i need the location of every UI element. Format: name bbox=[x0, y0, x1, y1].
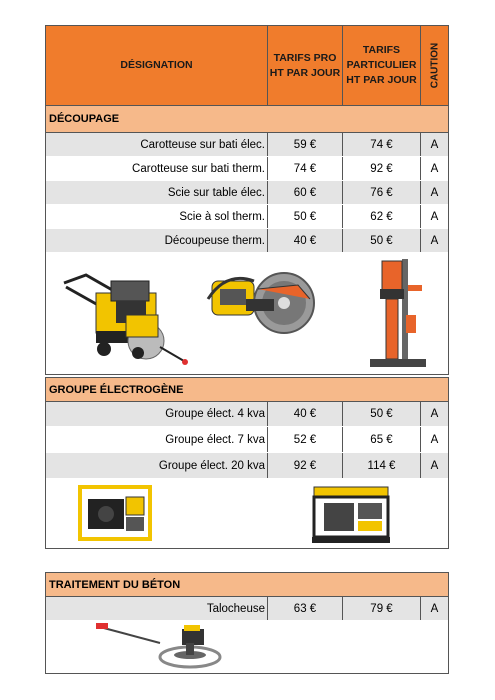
table-row bbox=[46, 453, 448, 479]
row-price-particulier: 114 € bbox=[343, 453, 421, 478]
product-images bbox=[46, 479, 448, 548]
row-designation: Groupe élect. 7 kva bbox=[46, 427, 268, 452]
row-price-particulier: 65 € bbox=[343, 427, 421, 452]
row-price-particulier: 79 € bbox=[343, 597, 421, 620]
row-price-pro: 50 € bbox=[268, 205, 343, 228]
row-caution: A bbox=[430, 602, 439, 615]
table-header bbox=[46, 26, 448, 106]
core-drill-image bbox=[362, 255, 434, 370]
row-price-pro: 59 € bbox=[268, 133, 343, 156]
row-price-pro: 40 € bbox=[268, 229, 343, 252]
header-designation: DÉSIGNATION bbox=[46, 26, 268, 105]
table-row bbox=[46, 229, 448, 253]
row-price-pro: 60 € bbox=[268, 181, 343, 204]
section-title: TRAITEMENT DU BÉTON bbox=[46, 573, 448, 597]
section-title: GROUPE ÉLECTROGÈNE bbox=[46, 378, 448, 402]
product-images bbox=[46, 621, 448, 673]
row-price-particulier: 50 € bbox=[343, 229, 421, 252]
row-caution: A bbox=[430, 186, 439, 199]
row-caution: A bbox=[430, 459, 439, 472]
row-price-pro: 74 € bbox=[268, 157, 343, 180]
row-price-particulier: 76 € bbox=[343, 181, 421, 204]
row-price-particulier: 74 € bbox=[343, 133, 421, 156]
table-traitement-beton bbox=[45, 572, 449, 674]
row-price-pro: 52 € bbox=[268, 427, 343, 452]
row-designation: Carotteuse sur bati élec. bbox=[46, 133, 268, 156]
table-decoupage bbox=[45, 25, 449, 375]
table-row bbox=[46, 427, 448, 453]
row-price-pro: 63 € bbox=[268, 597, 343, 620]
header-caution-label: CAUTION bbox=[429, 42, 440, 89]
table-row bbox=[46, 157, 448, 181]
table-row bbox=[46, 597, 448, 621]
row-designation: Groupe élect. 4 kva bbox=[46, 402, 268, 426]
row-designation: Talocheuse bbox=[46, 597, 268, 620]
generator-large-image bbox=[310, 485, 392, 545]
generator-small-image bbox=[76, 483, 154, 545]
row-designation: Scie sur table élec. bbox=[46, 181, 268, 204]
table-row bbox=[46, 181, 448, 205]
row-price-particulier: 62 € bbox=[343, 205, 421, 228]
header-caution bbox=[421, 26, 448, 105]
table-groupe-electrogene bbox=[45, 377, 449, 549]
row-designation: Découpeuse therm. bbox=[46, 229, 268, 252]
row-price-particulier: 92 € bbox=[343, 157, 421, 180]
row-designation: Carotteuse sur bati therm. bbox=[46, 157, 268, 180]
table-row bbox=[46, 133, 448, 157]
row-caution: A bbox=[430, 408, 439, 420]
row-price-pro: 92 € bbox=[268, 453, 343, 478]
row-price-pro: 40 € bbox=[268, 402, 343, 426]
product-images bbox=[46, 253, 448, 374]
table-row bbox=[46, 205, 448, 229]
header-tarifs-particulier: TARIFS PARTICULIER HT PAR JOUR bbox=[343, 26, 421, 105]
table-row bbox=[46, 402, 448, 427]
row-designation: Scie à sol therm. bbox=[46, 205, 268, 228]
row-caution: A bbox=[430, 138, 439, 151]
power-trowel-image bbox=[96, 621, 222, 673]
row-caution: A bbox=[430, 234, 439, 247]
cut-off-saw-image bbox=[206, 259, 318, 341]
row-caution: A bbox=[430, 162, 439, 175]
row-designation: Groupe élect. 20 kva bbox=[46, 453, 268, 478]
row-price-particulier: 50 € bbox=[343, 402, 421, 426]
section-title: DÉCOUPAGE bbox=[46, 106, 448, 133]
row-caution: A bbox=[430, 433, 439, 446]
header-tarifs-pro: TARIFS PRO HT PAR JOUR bbox=[268, 26, 343, 105]
floor-saw-image bbox=[56, 263, 196, 368]
row-caution: A bbox=[430, 210, 439, 223]
